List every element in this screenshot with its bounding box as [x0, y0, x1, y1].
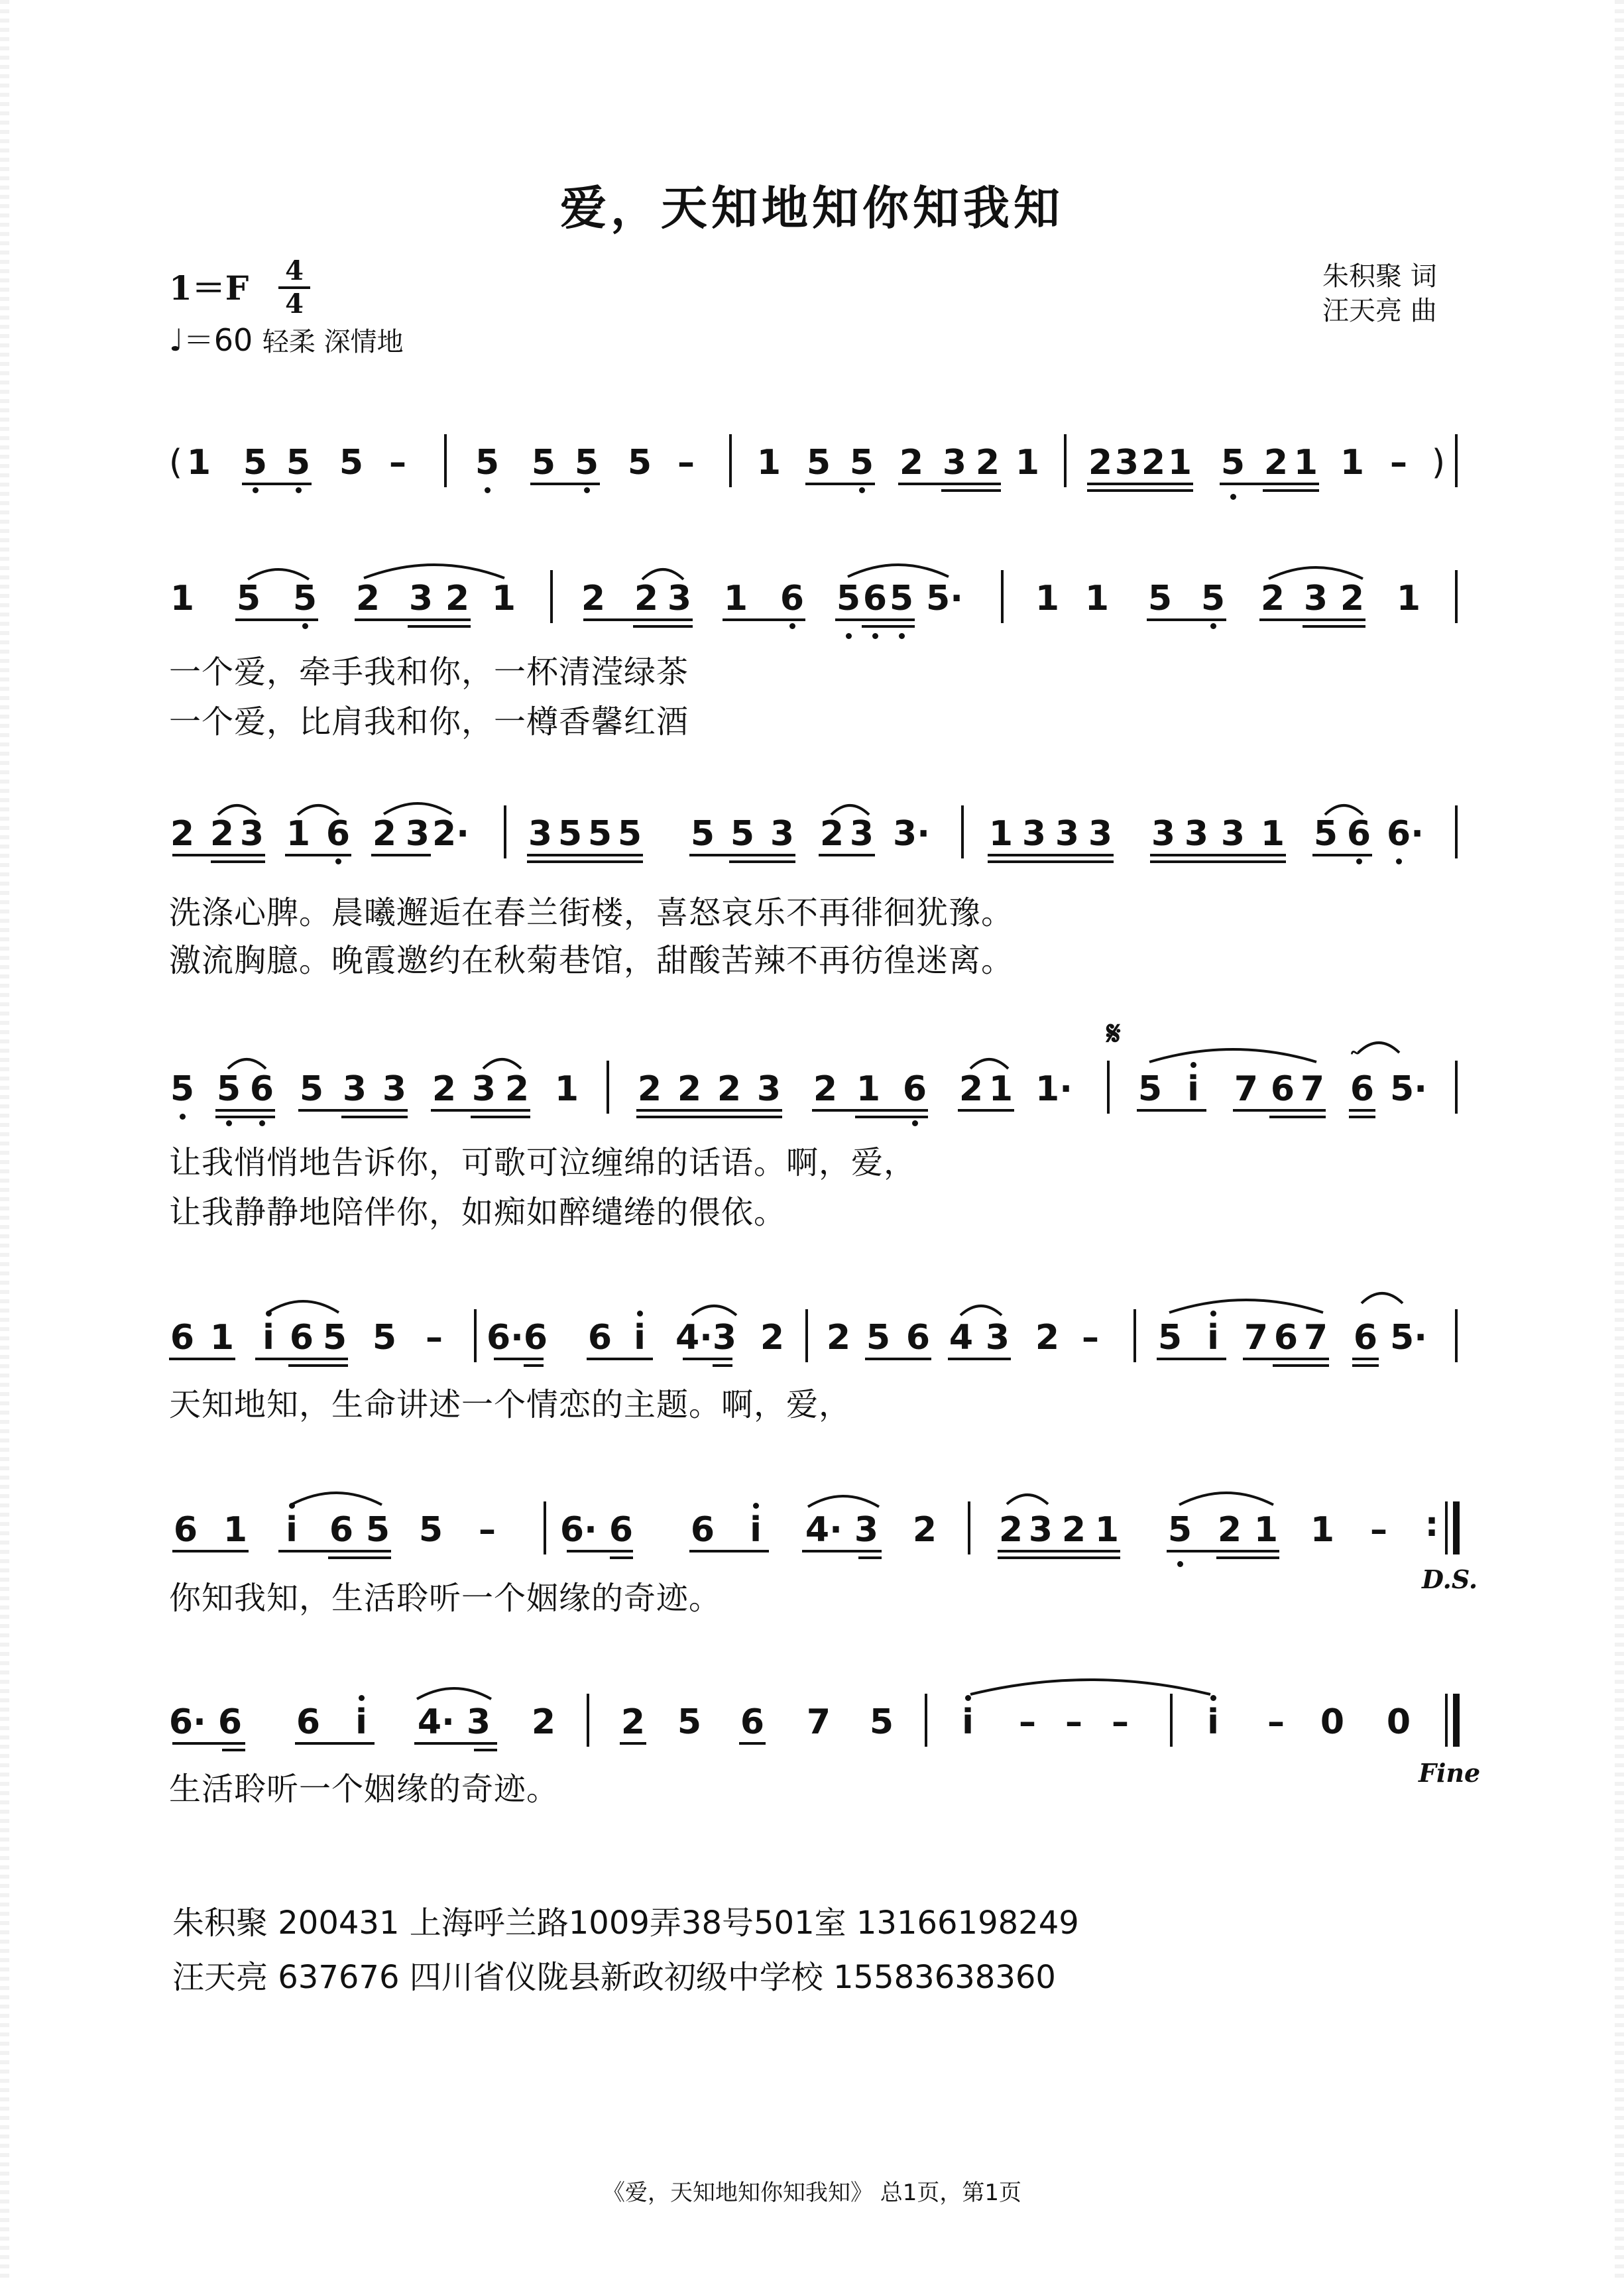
page-footer: 《爱，天知地知你知我知》 总1页，第1页	[602, 2180, 1022, 2206]
page-title: 爱，天知地知你知我知	[560, 180, 1064, 235]
key-signature: 1＝F	[169, 268, 249, 308]
lyrics-line-4-verse-2: 让我静静地陪伴你，如痴如醉缱绻的偎依。	[169, 1194, 787, 1231]
lyrics-line-4-verse-1: 让我悄悄地告诉你，可歌可泣缠绵的话语。啊，爱，	[169, 1144, 917, 1181]
tempo-marking	[169, 316, 404, 360]
lyrics-line-7: 生活聆听一个姻缘的奇迹。	[169, 1771, 559, 1808]
composer-credit: 汪天亮 曲	[1322, 296, 1437, 326]
contact-composer: 汪天亮 637676 四川省仪陇县新政初级中学校 15583638360	[172, 1959, 1056, 1996]
left-edge-pattern	[0, 0, 9, 2283]
quarter-note-icon: ♩	[169, 322, 184, 358]
time-signature-top: 4	[285, 255, 304, 286]
da-segno-marking: D.S.	[1422, 1564, 1478, 1594]
segno-sign: 𝄋	[1106, 1014, 1121, 1053]
tempo-expression: 轻柔 深情地	[262, 327, 404, 357]
lyrics-line-2-verse-1: 一个爱，牵手我和你，一杯清滢绿茶	[169, 654, 689, 691]
fine-marking: Fine	[1419, 1758, 1481, 1788]
time-signature-bottom: 4	[285, 288, 304, 320]
time-signature	[278, 257, 310, 318]
lyrics-line-2-verse-2: 一个爱，比肩我和你，一樽香馨红酒	[169, 703, 689, 740]
right-edge-pattern	[1615, 0, 1624, 2283]
contact-lyricist: 朱积聚 200431 上海呼兰路1009弄38号501室 13166198249	[172, 1904, 1079, 1942]
tempo-value: ＝60	[183, 322, 253, 358]
lyrics-line-3-verse-2: 激流胸臆。晚霞邀约在秋菊巷馆，甜酸苦辣不再彷徨迷离。	[169, 942, 1014, 979]
lyrics-line-6: 你知我知，生活聆听一个姻缘的奇迹。	[169, 1580, 722, 1617]
lyrics-line-5: 天知地知，生命讲述一个情恋的主题。啊，爱，	[169, 1386, 852, 1423]
lyricist-credit: 朱积聚 词	[1322, 261, 1437, 292]
lyrics-line-3-verse-1: 洗涤心脾。晨曦邂逅在春兰街楼，喜怒哀乐不再徘徊犹豫。	[169, 894, 1014, 931]
